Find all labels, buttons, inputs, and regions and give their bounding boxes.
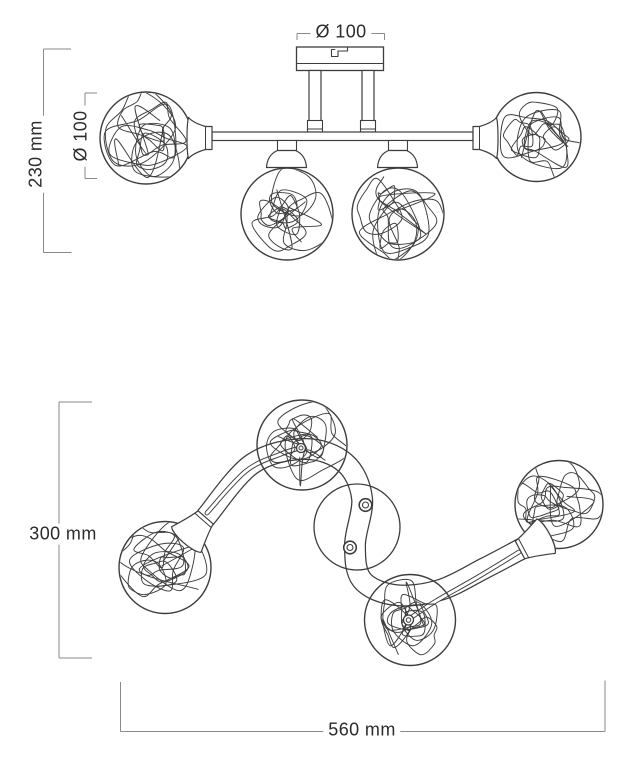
screw-bottom-shade: [404, 615, 414, 625]
wire-texture: [357, 177, 455, 263]
stems: [308, 71, 376, 133]
shade-sphere-left: [100, 88, 192, 184]
socket-hanging-2: [378, 141, 418, 168]
wire-texture: [510, 459, 603, 542]
shade-diameter-label: Ø 100: [71, 105, 92, 166]
width-dimension-label: 560 mm: [323, 720, 400, 741]
socket-left: [187, 118, 212, 159]
height-dimension: [44, 49, 72, 253]
wire-texture: [252, 168, 333, 251]
plan-view: [109, 400, 603, 666]
shade-outline: [352, 168, 444, 260]
screw-top-shade: [297, 444, 306, 453]
shade-sphere-hanging-1: [241, 168, 333, 260]
shade-sphere-hanging-2: [352, 168, 455, 263]
support-bar: [212, 132, 473, 141]
canopy-diameter-label: Ø 100: [310, 22, 371, 43]
rivet-bottom: [344, 541, 357, 554]
socket-hanging-1: [267, 141, 307, 168]
side-view: [100, 47, 587, 263]
rivet-top: [359, 499, 372, 512]
socket-right: [473, 118, 498, 159]
s-curved-arm: [206, 449, 521, 596]
height-dimension-label: 230 mm: [26, 115, 47, 192]
depth-dimension-label: 300 mm: [24, 524, 101, 545]
shade-sphere-right: [492, 93, 587, 182]
